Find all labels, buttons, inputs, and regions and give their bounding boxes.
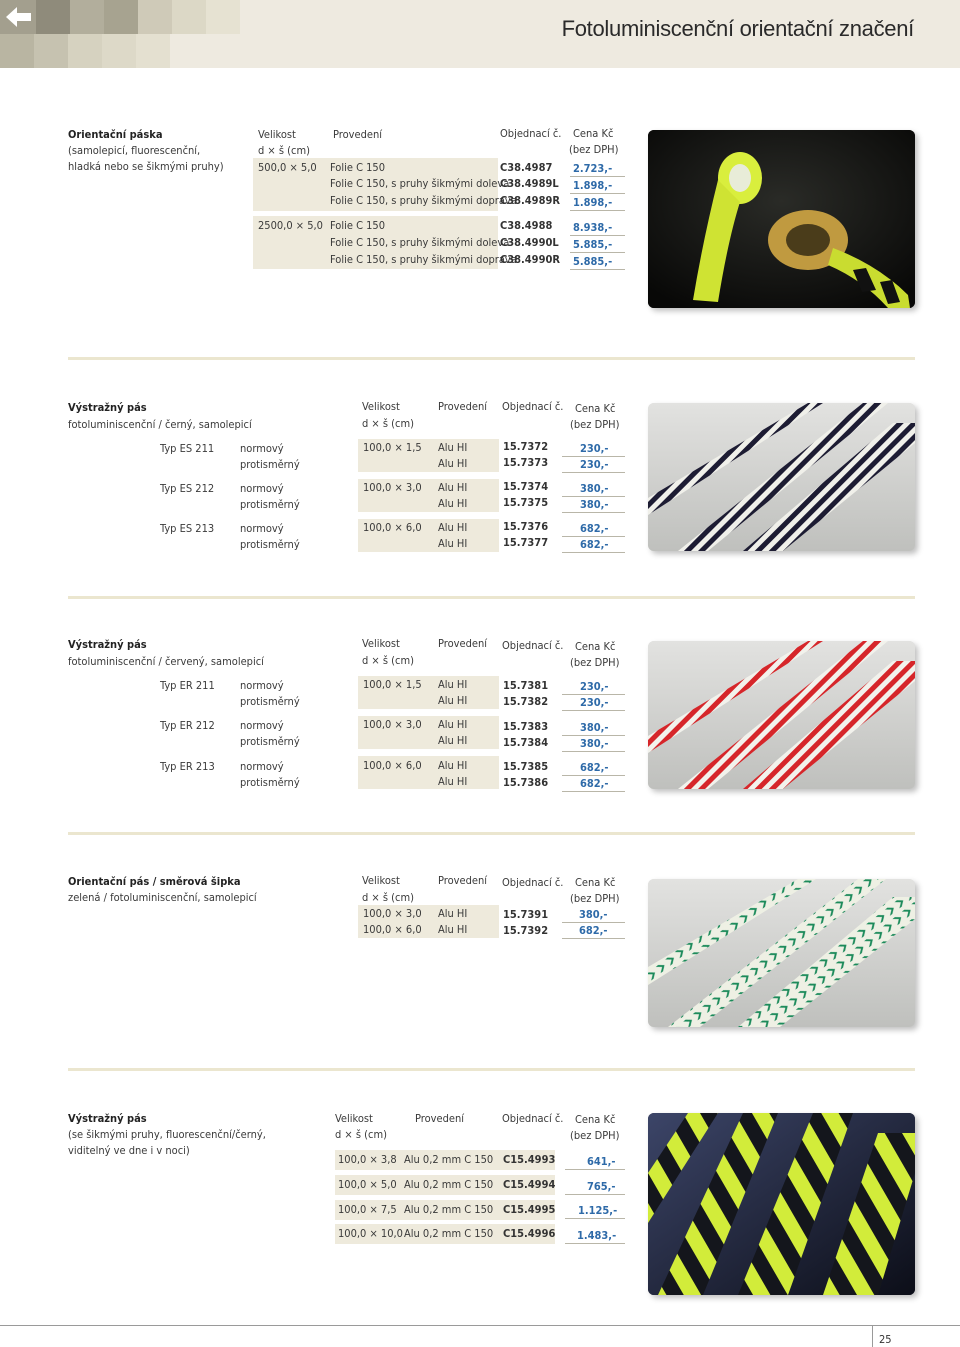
footer-tick: [872, 1325, 873, 1347]
row-type: Alu HI: [438, 734, 468, 747]
direction: normový: [240, 522, 284, 535]
col-header-price: Cena Kč: [575, 640, 616, 653]
back-button[interactable]: [0, 0, 36, 34]
direction: normový: [240, 679, 284, 692]
row-type: Folie C 150, s pruhy šikmými doleva: [330, 177, 510, 190]
row-type: Folie C 150: [330, 219, 386, 232]
direction: normový: [240, 482, 284, 495]
row-type: Alu HI: [438, 457, 468, 470]
row-price: 682,-: [579, 924, 608, 937]
section-title: Orientační páska: [68, 128, 163, 141]
row-order: 15.7385: [503, 760, 549, 773]
row-size: 100,0 × 3,8: [338, 1153, 397, 1166]
row-price: 682,-: [580, 538, 609, 551]
direction: protisměrný: [240, 735, 300, 748]
section-subtitle: (se šikmými pruhy, fluorescenční/černý,: [68, 1128, 266, 1141]
row-type: Alu HI: [438, 907, 468, 920]
row-type: Alu 0,2 mm C 150: [404, 1178, 494, 1191]
row-price: 380,-: [580, 737, 609, 750]
direction: normový: [240, 442, 284, 455]
row-price: 230,-: [580, 458, 609, 471]
page-title: Fotoluminiscenční orientační značení: [561, 16, 914, 41]
header-mosaic: [0, 0, 240, 68]
row-type: Alu HI: [438, 923, 468, 936]
row-order: C15.4993: [503, 1153, 556, 1166]
section-separator: [68, 596, 915, 599]
row-size: 2500,0 × 5,0: [258, 219, 323, 232]
type-name: Typ ES 212: [160, 482, 215, 495]
col-header-price: Cena Kč: [575, 1113, 616, 1126]
row-price: 380,-: [580, 498, 609, 511]
row-order: 15.7392: [503, 924, 549, 937]
row-type: Alu HI: [438, 537, 468, 550]
col-header-size: Velikost: [362, 874, 400, 887]
section-subtitle: viditelný ve dne i v noci): [68, 1144, 190, 1157]
row-size: 100,0 × 1,5: [363, 441, 422, 454]
col-header-size: Velikost: [362, 637, 400, 650]
row-price: 2.723,-: [573, 162, 613, 175]
row-type: Alu 0,2 mm C 150: [404, 1227, 494, 1240]
row-size: 100,0 × 6,0: [363, 923, 422, 936]
row-price: 230,-: [580, 680, 609, 693]
type-name: Typ ES 213: [160, 522, 215, 535]
col-header-size-unit: d × š (cm): [258, 144, 310, 157]
section-separator: [68, 832, 915, 835]
row-order: 15.7383: [503, 720, 549, 733]
row-order: C15.4995: [503, 1203, 556, 1216]
product-photo-black-strips: [648, 403, 915, 551]
type-name: Typ ER 211: [160, 679, 215, 692]
row-order: C38.4989L: [500, 177, 559, 190]
section-title: Výstražný pás: [68, 401, 147, 414]
col-header-price-note: (bez DPH): [570, 656, 620, 669]
row-type: Alu HI: [438, 678, 468, 691]
col-header-size-unit: d × š (cm): [362, 654, 414, 667]
section-subtitle: hladká nebo se šikmými pruhy): [68, 160, 224, 173]
row-type: Alu 0,2 mm C 150: [404, 1153, 494, 1166]
product-photo-red-strips: [648, 641, 915, 789]
col-header-order: Objednací č.: [502, 639, 564, 652]
row-price: 8.938,-: [573, 221, 613, 234]
row-order: 15.7372: [503, 440, 549, 453]
row-price: 682,-: [580, 777, 609, 790]
col-header-price: Cena Kč: [573, 127, 614, 140]
row-order: 15.7381: [503, 679, 549, 692]
row-order: 15.7373: [503, 456, 549, 469]
row-price: 641,-: [587, 1155, 616, 1168]
section-subtitle: fotoluminiscenční / černý, samolepicí: [68, 418, 252, 431]
product-photo-fluorescent-strips: [648, 1113, 915, 1295]
direction: protisměrný: [240, 458, 300, 471]
row-order: 15.7377: [503, 536, 549, 549]
col-header-type: Provedení: [438, 874, 487, 887]
section-title: Výstražný pás: [68, 638, 147, 651]
product-photo-tape-rolls: [648, 130, 915, 308]
col-header-price-note: (bez DPH): [570, 892, 620, 905]
row-order: 15.7374: [503, 480, 549, 493]
row-size: 100,0 × 6,0: [363, 759, 422, 772]
row-type: Alu 0,2 mm C 150: [404, 1203, 494, 1216]
row-order: 15.7386: [503, 776, 549, 789]
section-separator: [68, 1068, 915, 1071]
col-header-size: Velikost: [335, 1112, 373, 1125]
col-header-price: Cena Kč: [575, 402, 616, 415]
row-type: Alu HI: [438, 718, 468, 731]
col-header-size-unit: d × š (cm): [362, 891, 414, 904]
row-order: C38.4990L: [500, 236, 559, 249]
type-name: Typ ER 212: [160, 719, 215, 732]
row-type: Alu HI: [438, 521, 468, 534]
col-header-price-note: (bez DPH): [570, 1129, 620, 1142]
row-order: 15.7375: [503, 496, 549, 509]
col-header-order: Objednací č.: [500, 127, 562, 140]
row-price: 682,-: [580, 522, 609, 535]
row-type: Alu HI: [438, 759, 468, 772]
row-type: Alu HI: [438, 694, 468, 707]
row-price: 380,-: [579, 908, 608, 921]
section-separator: [68, 357, 915, 360]
row-price: 5.885,-: [573, 255, 613, 268]
direction: protisměrný: [240, 498, 300, 511]
row-price: 5.885,-: [573, 238, 613, 251]
row-price: 765,-: [587, 1180, 616, 1193]
row-order: C15.4996: [503, 1227, 556, 1240]
row-size: 100,0 × 5,0: [338, 1178, 397, 1191]
row-price: 1.125,-: [578, 1204, 618, 1217]
row-order: C38.4990R: [500, 253, 560, 266]
page-header: [0, 0, 960, 68]
row-order: 15.7376: [503, 520, 549, 533]
col-header-size: Velikost: [258, 128, 296, 141]
col-header-type: Provedení: [438, 400, 487, 413]
col-header-price-note: (bez DPH): [569, 143, 619, 156]
col-header-order: Objednací č.: [502, 1112, 564, 1125]
page-number: 25: [879, 1333, 892, 1346]
col-header-type: Provedení: [333, 128, 382, 141]
row-size: 100,0 × 1,5: [363, 678, 422, 691]
row-size: 100,0 × 3,0: [363, 907, 422, 920]
col-header-price-note: (bez DPH): [570, 418, 620, 431]
row-order: 15.7384: [503, 736, 549, 749]
row-size: 100,0 × 3,0: [363, 481, 422, 494]
row-order: C38.4987: [500, 161, 553, 174]
section-subtitle: (samolepicí, fluorescenční,: [68, 144, 201, 157]
direction: protisměrný: [240, 538, 300, 551]
section-title: Orientační pás / směrová šipka: [68, 875, 241, 888]
type-name: Typ ES 211: [160, 442, 215, 455]
row-size: 100,0 × 10,0: [338, 1227, 403, 1240]
direction: protisměrný: [240, 695, 300, 708]
row-price: 380,-: [580, 482, 609, 495]
col-header-order: Objednací č.: [502, 400, 564, 413]
section-title: Výstražný pás: [68, 1112, 147, 1125]
row-size: 100,0 × 6,0: [363, 521, 422, 534]
row-type: Alu HI: [438, 775, 468, 788]
direction: normový: [240, 719, 284, 732]
row-order: C38.4988: [500, 219, 553, 232]
row-type: Alu HI: [438, 497, 468, 510]
row-type: Alu HI: [438, 481, 468, 494]
row-price: 682,-: [580, 761, 609, 774]
col-header-price: Cena Kč: [575, 876, 616, 889]
direction: protisměrný: [240, 776, 300, 789]
row-order: 15.7391: [503, 908, 549, 921]
footer-rule: [0, 1325, 960, 1326]
section-subtitle: fotoluminiscenční / červený, samolepicí: [68, 655, 264, 668]
row-order: C38.4989R: [500, 194, 560, 207]
row-price: 1.898,-: [573, 196, 613, 209]
col-header-order: Objednací č.: [502, 876, 564, 889]
row-price: 230,-: [580, 442, 609, 455]
row-order: C15.4994: [503, 1178, 556, 1191]
product-photo-green-arrows: [648, 879, 915, 1027]
col-header-type: Provedení: [438, 637, 487, 650]
row-order: 15.7382: [503, 695, 549, 708]
row-price: 1.483,-: [577, 1229, 617, 1242]
row-type: Alu HI: [438, 441, 468, 454]
direction: normový: [240, 760, 284, 773]
row-price: 380,-: [580, 721, 609, 734]
col-header-type: Provedení: [415, 1112, 464, 1125]
row-size: 100,0 × 7,5: [338, 1203, 397, 1216]
col-header-size: Velikost: [362, 400, 400, 413]
row-type: Folie C 150, s pruhy šikmými doprava: [330, 253, 517, 266]
section-subtitle: zelená / fotoluminiscenční, samolepicí: [68, 891, 257, 904]
row-type: Folie C 150, s pruhy šikmými doleva: [330, 236, 510, 249]
row-price: 230,-: [580, 696, 609, 709]
row-type: Folie C 150, s pruhy šikmými doprava: [330, 194, 517, 207]
type-name: Typ ER 213: [160, 760, 215, 773]
col-header-size-unit: d × š (cm): [335, 1128, 387, 1141]
row-size: 100,0 × 3,0: [363, 718, 422, 731]
row-size: 500,0 × 5,0: [258, 161, 317, 174]
row-type: Folie C 150: [330, 161, 386, 174]
row-price: 1.898,-: [573, 179, 613, 192]
col-header-size-unit: d × š (cm): [362, 417, 414, 430]
arrow-left-icon: [0, 0, 36, 34]
